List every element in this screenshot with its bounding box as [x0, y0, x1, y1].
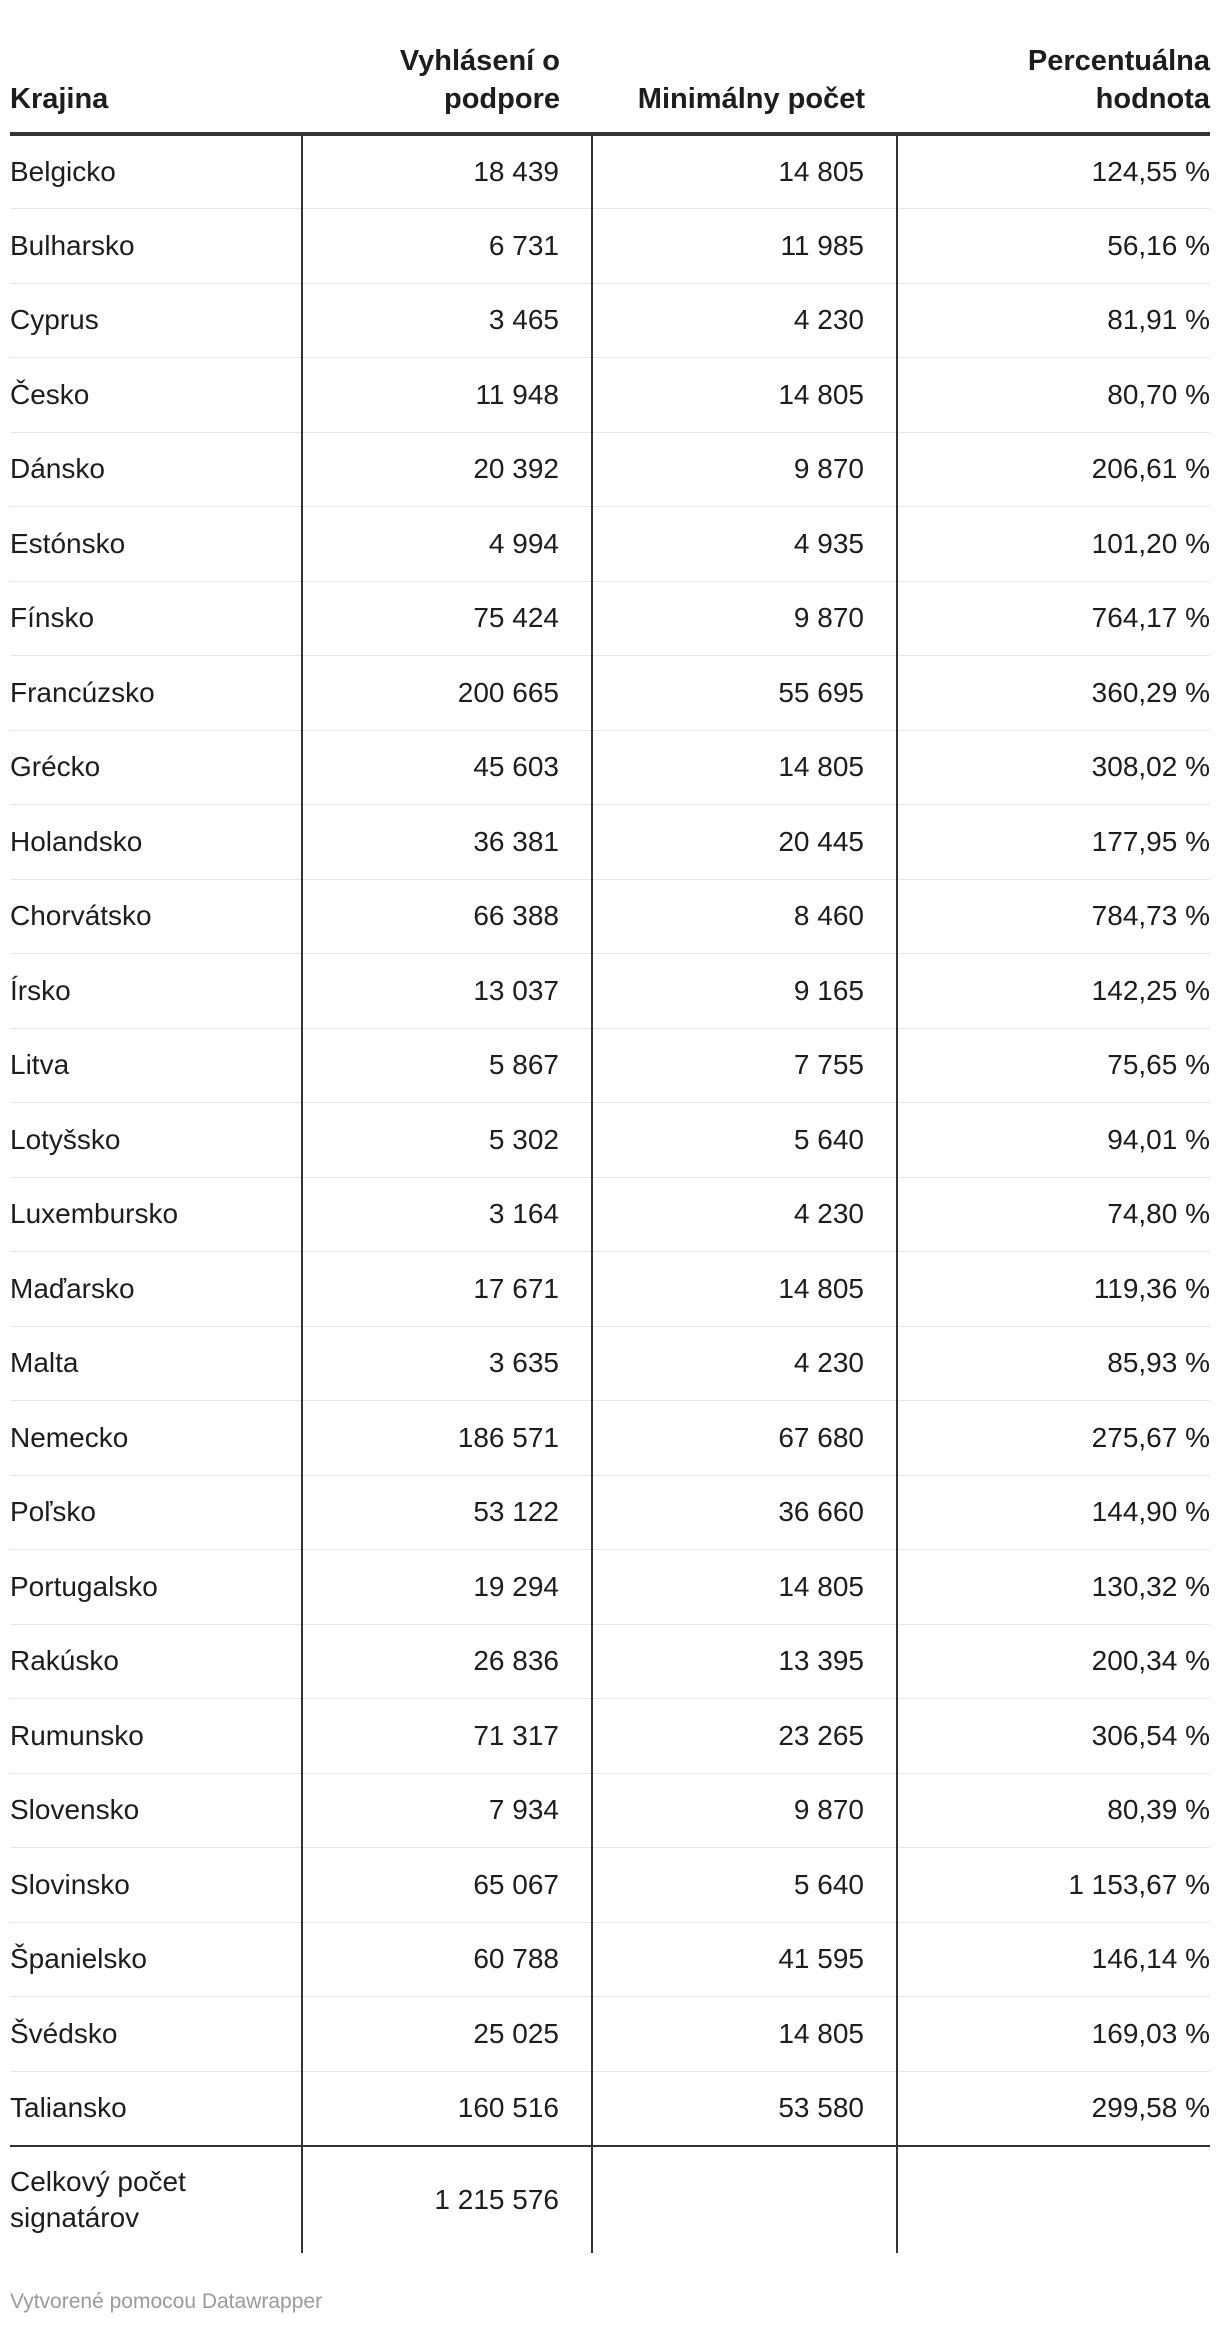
- total-empty-minimum: [592, 2146, 897, 2253]
- table-row: [10, 507, 1210, 582]
- cell-percentage: 124,55 %: [897, 134, 1210, 209]
- cell-minimum: 53 580: [592, 2071, 897, 2146]
- cell-percentage: 75,65 %: [897, 1028, 1210, 1103]
- cell-country: Francúzsko: [10, 656, 302, 731]
- cell-country: Rumunsko: [10, 1699, 302, 1774]
- cell-declarations: 19 294: [302, 1550, 592, 1625]
- cell-percentage: 56,16 %: [897, 209, 1210, 284]
- cell-minimum: 4 230: [592, 1177, 897, 1252]
- total-empty-percentage: [897, 2146, 1210, 2253]
- cell-percentage: 80,70 %: [897, 358, 1210, 433]
- cell-percentage: 81,91 %: [897, 283, 1210, 358]
- cell-declarations: 60 788: [302, 1922, 592, 1997]
- header-declarations[interactable]: Vyhlásení o podpore: [302, 0, 592, 134]
- table-row: [10, 358, 1210, 433]
- cell-country: Poľsko: [10, 1475, 302, 1550]
- table-row: [10, 656, 1210, 731]
- table-row: [10, 805, 1210, 880]
- cell-percentage: 764,17 %: [897, 581, 1210, 656]
- total-row: [10, 2146, 1210, 2253]
- cell-percentage: 360,29 %: [897, 656, 1210, 731]
- cell-minimum: 4 230: [592, 283, 897, 358]
- table-row: [10, 134, 1210, 209]
- cell-minimum: 13 395: [592, 1624, 897, 1699]
- cell-percentage: 146,14 %: [897, 1922, 1210, 1997]
- cell-minimum: 8 460: [592, 879, 897, 954]
- cell-percentage: 206,61 %: [897, 432, 1210, 507]
- table-row: [10, 1997, 1210, 2072]
- cell-country: Fínsko: [10, 581, 302, 656]
- cell-minimum: 9 870: [592, 432, 897, 507]
- cell-minimum: 14 805: [592, 1997, 897, 2072]
- cell-country: Rakúsko: [10, 1624, 302, 1699]
- cell-minimum: 4 230: [592, 1326, 897, 1401]
- table-row: [10, 1699, 1210, 1774]
- footer-credit: Vytvorené pomocou Datawrapper: [10, 2290, 323, 2313]
- cell-percentage: 101,20 %: [897, 507, 1210, 582]
- cell-country: Španielsko: [10, 1922, 302, 1997]
- cell-percentage: 144,90 %: [897, 1475, 1210, 1550]
- cell-declarations: 36 381: [302, 805, 592, 880]
- cell-minimum: 9 165: [592, 954, 897, 1029]
- cell-declarations: 160 516: [302, 2071, 592, 2146]
- cell-declarations: 25 025: [302, 1997, 592, 2072]
- cell-country: Litva: [10, 1028, 302, 1103]
- cell-country: Grécko: [10, 730, 302, 805]
- cell-declarations: 5 302: [302, 1103, 592, 1178]
- cell-percentage: 119,36 %: [897, 1252, 1210, 1327]
- cell-country: Belgicko: [10, 134, 302, 209]
- cell-declarations: 3 635: [302, 1326, 592, 1401]
- cell-minimum: 20 445: [592, 805, 897, 880]
- table-row: [10, 283, 1210, 358]
- cell-country: Malta: [10, 1326, 302, 1401]
- cell-declarations: 20 392: [302, 432, 592, 507]
- data-table-container: [10, 0, 1210, 2253]
- cell-declarations: 186 571: [302, 1401, 592, 1476]
- cell-declarations: 3 164: [302, 1177, 592, 1252]
- cell-country: Slovensko: [10, 1773, 302, 1848]
- cell-minimum: 41 595: [592, 1922, 897, 1997]
- cell-country: Chorvátsko: [10, 879, 302, 954]
- cell-minimum: 14 805: [592, 134, 897, 209]
- cell-country: Slovinsko: [10, 1848, 302, 1923]
- cell-declarations: 7 934: [302, 1773, 592, 1848]
- table-body: [10, 134, 1210, 2253]
- cell-minimum: 14 805: [592, 1252, 897, 1327]
- cell-percentage: 85,93 %: [897, 1326, 1210, 1401]
- total-value: 1 215 576: [302, 2146, 592, 2253]
- table-row: [10, 581, 1210, 656]
- cell-country: Estónsko: [10, 507, 302, 582]
- cell-country: Cyprus: [10, 283, 302, 358]
- cell-country: Bulharsko: [10, 209, 302, 284]
- cell-minimum: 67 680: [592, 1401, 897, 1476]
- cell-declarations: 75 424: [302, 581, 592, 656]
- cell-declarations: 65 067: [302, 1848, 592, 1923]
- table-row: [10, 1773, 1210, 1848]
- table-row: [10, 1922, 1210, 1997]
- header-percentage[interactable]: Percentuálna hodnota: [897, 0, 1210, 134]
- cell-country: Holandsko: [10, 805, 302, 880]
- cell-declarations: 200 665: [302, 656, 592, 731]
- cell-minimum: 14 805: [592, 1550, 897, 1625]
- table-row: [10, 432, 1210, 507]
- cell-country: Dánsko: [10, 432, 302, 507]
- cell-country: Lotyšsko: [10, 1103, 302, 1178]
- cell-percentage: 74,80 %: [897, 1177, 1210, 1252]
- cell-minimum: 11 985: [592, 209, 897, 284]
- cell-declarations: 17 671: [302, 1252, 592, 1327]
- table-row: [10, 1252, 1210, 1327]
- cell-minimum: 4 935: [592, 507, 897, 582]
- table-row: [10, 954, 1210, 1029]
- cell-declarations: 45 603: [302, 730, 592, 805]
- cell-minimum: 9 870: [592, 1773, 897, 1848]
- cell-percentage: 275,67 %: [897, 1401, 1210, 1476]
- cell-declarations: 18 439: [302, 134, 592, 209]
- cell-declarations: 71 317: [302, 1699, 592, 1774]
- cell-percentage: 784,73 %: [897, 879, 1210, 954]
- cell-country: Írsko: [10, 954, 302, 1029]
- cell-country: Švédsko: [10, 1997, 302, 2072]
- cell-percentage: 130,32 %: [897, 1550, 1210, 1625]
- cell-minimum: 5 640: [592, 1848, 897, 1923]
- cell-percentage: 142,25 %: [897, 954, 1210, 1029]
- table-row: [10, 1401, 1210, 1476]
- cell-minimum: 9 870: [592, 581, 897, 656]
- cell-declarations: 3 465: [302, 283, 592, 358]
- cell-country: Taliansko: [10, 2092, 127, 2123]
- data-table: [10, 0, 1210, 2253]
- cell-declarations: 13 037: [302, 954, 592, 1029]
- cell-declarations: 4 994: [302, 507, 592, 582]
- cell-declarations: 6 731: [302, 209, 592, 284]
- header-minimum[interactable]: Minimálny počet: [592, 0, 897, 134]
- cell-minimum: 5 640: [592, 1103, 897, 1178]
- cell-declarations: 26 836: [302, 1624, 592, 1699]
- table-row: [10, 730, 1210, 805]
- cell-declarations: 66 388: [302, 879, 592, 954]
- table-row: [10, 1177, 1210, 1252]
- table-row: [10, 2071, 1210, 2146]
- table-row: [10, 1624, 1210, 1699]
- cell-percentage: 1 153,67 %: [897, 1848, 1210, 1923]
- table-header-row: [10, 0, 1210, 134]
- table-row: [10, 879, 1210, 954]
- table-row: [10, 1103, 1210, 1178]
- cell-country: Česko: [10, 358, 302, 433]
- cell-percentage: 80,39 %: [897, 1773, 1210, 1848]
- table-row: [10, 209, 1210, 284]
- header-country[interactable]: Krajina: [10, 0, 302, 134]
- cell-minimum: 14 805: [592, 358, 897, 433]
- cell-percentage: 306,54 %: [897, 1699, 1210, 1774]
- cell-country: Portugalsko: [10, 1550, 302, 1625]
- table-row: [10, 1475, 1210, 1550]
- cell-minimum: 23 265: [592, 1699, 897, 1774]
- cell-declarations: 11 948: [302, 358, 592, 433]
- cell-percentage: 177,95 %: [897, 805, 1210, 880]
- cell-declarations: 53 122: [302, 1475, 592, 1550]
- table-row: [10, 1326, 1210, 1401]
- cell-minimum: 36 660: [592, 1475, 897, 1550]
- cell-country: Maďarsko: [10, 1252, 302, 1327]
- cell-minimum: 14 805: [592, 730, 897, 805]
- cell-declarations: 5 867: [302, 1028, 592, 1103]
- cell-percentage: 308,02 %: [897, 730, 1210, 805]
- table-row: [10, 1028, 1210, 1103]
- cell-percentage: 169,03 %: [897, 1997, 1210, 2072]
- total-label: Celkový počet signatárov: [10, 2146, 302, 2253]
- cell-country: Nemecko: [10, 1401, 302, 1476]
- table-row: [10, 1550, 1210, 1625]
- table-row: [10, 1848, 1210, 1923]
- cell-country: Luxembursko: [10, 1177, 302, 1252]
- cell-percentage: 94,01 %: [897, 1103, 1210, 1178]
- cell-minimum: 55 695: [592, 656, 897, 731]
- cell-percentage: 200,34 %: [897, 1624, 1210, 1699]
- cell-percentage: 299,58 %: [897, 2071, 1210, 2146]
- cell-minimum: 7 755: [592, 1028, 897, 1103]
